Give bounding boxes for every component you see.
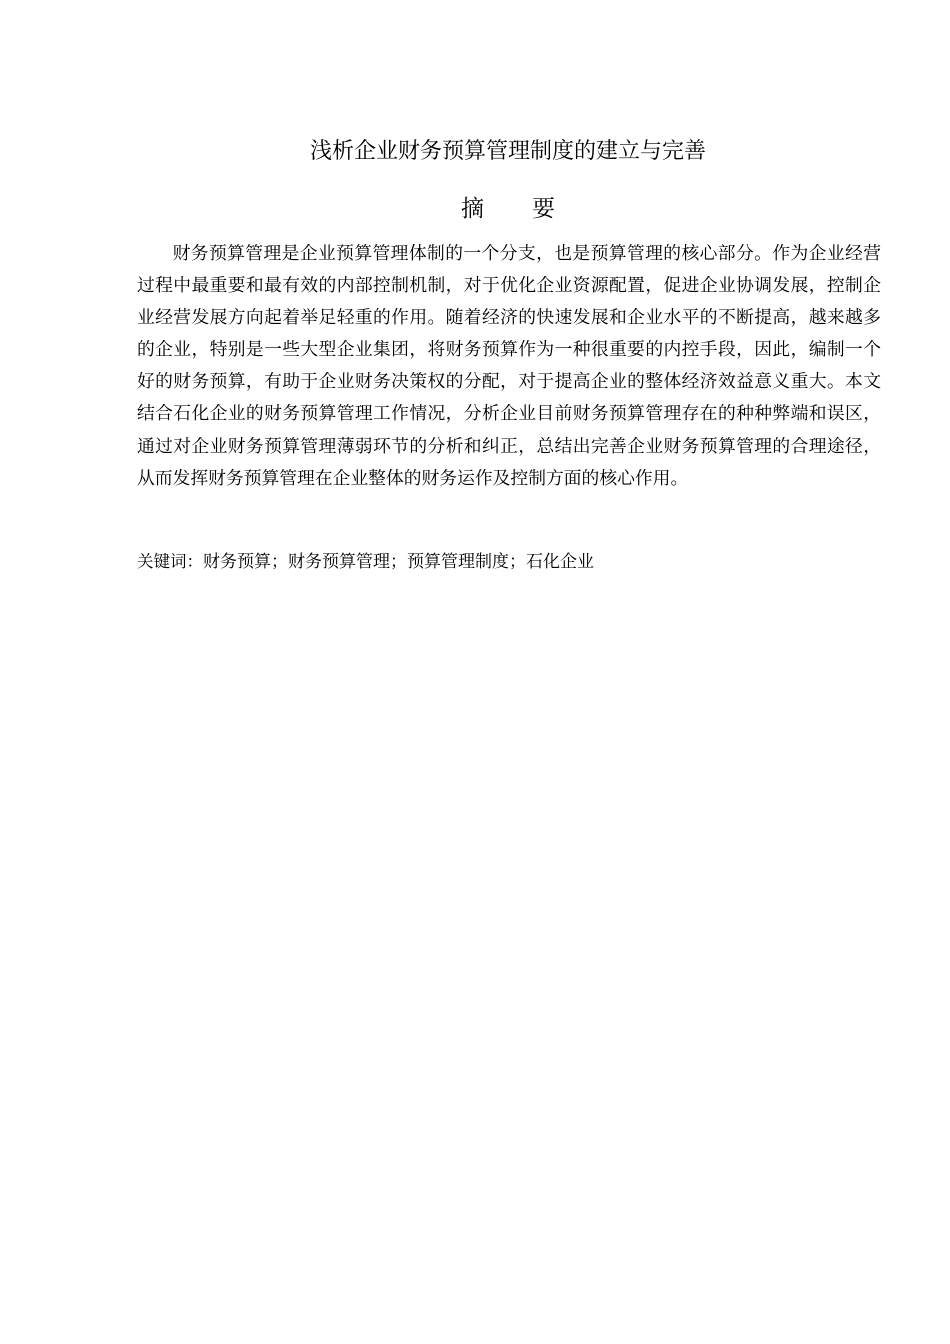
keywords-text: 财务预算；财务预算管理；预算管理制度；石化企业 — [203, 552, 594, 572]
keywords-line — [137, 548, 881, 576]
abstract-heading-char-2: 要 — [532, 196, 555, 222]
document-title: 浅析企业财务预算管理制度的建立与完善 — [309, 139, 706, 164]
abstract-heading — [0, 192, 950, 226]
abstract-heading-char-1: 摘 — [461, 196, 484, 222]
abstract-body: 财务预算管理是企业预算管理体制的一个分支，也是预算管理的核心部分。作为企业经营过程中最重要和最有效的内部控制机制，对于优化企业资源配置，促进企业协调发展，控制企业经营发展方向起着举足轻重的作用。随着经济的快速发展和企业水平的不断提高，越来越多的企业，特别是一些大型企业集团，将财务预算作为一种很重要的内控手段，因此，编制一个好的财务预算，有助于企业财务决策权的分配，对于提高企业的整体经济效益意义重大。本文结合石化企业的财务预算管理工作情况，分析企业目前财务预算管理存在的种种弊端和误区，通过对企业财务预算管理薄弱环节的分析和纠正，总结出完善企业财务预算管理的合理途径，从而发挥财务预算管理在企业整体的财务运作及控制方面的核心作用。 — [137, 243, 881, 489]
keywords-label: 关键词： — [137, 552, 203, 571]
